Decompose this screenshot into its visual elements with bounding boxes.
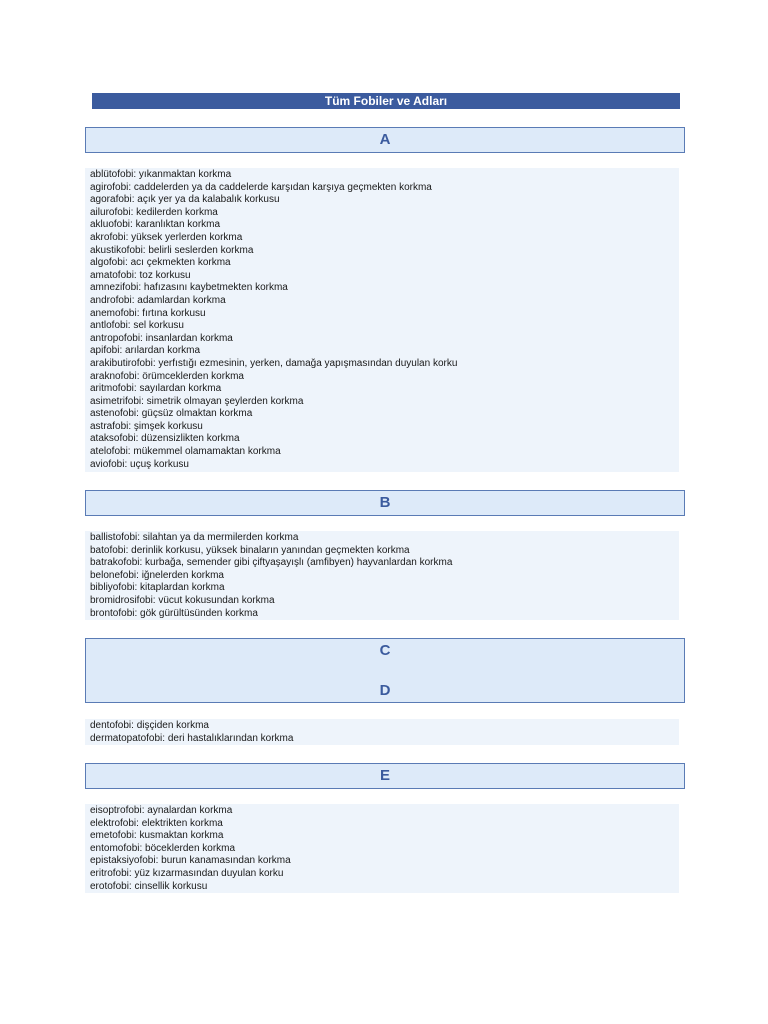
list-item: ailurofobi: kedilerden korkma xyxy=(90,206,218,218)
list-item: algofobi: acı çekmekten korkma xyxy=(90,257,231,269)
list-item: batofobi: derinlik korkusu, yüksek binaların yanından geçmekten korkma xyxy=(90,544,410,556)
section-letter-e: E xyxy=(379,767,390,784)
section-list-d xyxy=(85,719,679,745)
list-item: dentofobi: dişçiden korkma xyxy=(90,720,209,731)
list-item: aritmofobi: sayılardan korkma xyxy=(90,383,222,395)
list-item: antropofobi: insanlardan korkma xyxy=(90,332,233,344)
list-item: akustikofobi: belirli seslerden korkma xyxy=(90,244,254,256)
list-item: anemofobi: fırtına korkusu xyxy=(90,307,206,319)
list-item: eritrofobi: yüz kızarmasından duyulan korku xyxy=(90,867,284,879)
list-item: antlofobi: sel korkusu xyxy=(90,320,184,332)
list-item: ballistofobi: silahtan ya da mermilerden korkma xyxy=(90,532,299,543)
list-item: androfobi: adamlardan korkma xyxy=(90,294,226,306)
section-list-e xyxy=(85,804,679,893)
list-item: bromidrosifobi: vücut kokusundan korkma xyxy=(90,594,275,606)
list-item: erotofobi: cinsellik korkusu xyxy=(90,880,208,892)
list-item: akrofobi: yüksek yerlerden korkma xyxy=(90,231,243,243)
section-letter-a: A xyxy=(379,131,391,148)
section-list-a xyxy=(85,168,679,472)
list-item: aviofobi: uçuş korkusu xyxy=(90,458,189,470)
list-item: akluofobi: karanlıktan korkma xyxy=(90,219,221,231)
section-header-c-d xyxy=(85,638,685,703)
section-letter-b: B xyxy=(379,494,391,511)
list-item: eisoptrofobi: aynalardan korkma xyxy=(90,805,233,816)
list-item: arakibutirofobi: yerfıstığı ezmesinin, yerken, damağa yapışmasından duyulan korku xyxy=(90,357,458,369)
list-item: astrafobi: şimşek korkusu xyxy=(90,420,203,432)
list-item: batrakofobi: kurbağa, semender gibi çiftyaşayışlı (amfibyen) hayvanlardan korkma xyxy=(90,557,453,569)
list-item: ablütofobi: yıkanmaktan korkma xyxy=(90,169,232,180)
section-list-b xyxy=(85,531,679,620)
list-item: ataksofobi: düzensizlikten korkma xyxy=(90,433,240,445)
list-item: bibliyofobi: kitaplardan korkma xyxy=(90,582,225,594)
list-item: dermatopatofobi: deri hastalıklarından korkma xyxy=(90,732,294,744)
section-header-b xyxy=(85,490,685,516)
section-header-e xyxy=(85,763,685,789)
list-item: entomofobi: böceklerden korkma xyxy=(90,842,236,854)
list-item: emetofobi: kusmaktan korkma xyxy=(90,830,224,842)
list-item: amnezifobi: hafızasını kaybetmekten korkma xyxy=(90,282,288,294)
list-item: apifobi: arılardan korkma xyxy=(90,345,201,357)
list-item: agirofobi: caddelerden ya da caddelerde karşıdan karşıya geçmekten korkma xyxy=(90,181,432,193)
list-item: elektrofobi: elektrikten korkma xyxy=(90,817,223,829)
section-letter-d: D xyxy=(379,682,391,699)
list-item: brontofobi: gök gürültüsünden korkma xyxy=(90,607,258,619)
list-item: agorafobi: açık yer ya da kalabalık korkusu xyxy=(90,194,280,206)
list-item: araknofobi: örümceklerden korkma xyxy=(90,370,244,382)
list-item: astenofobi: güçsüz olmaktan korkma xyxy=(90,408,253,420)
section-letter-c: C xyxy=(379,642,391,659)
list-item: asimetrifobi: simetrik olmayan şeylerden korkma xyxy=(90,395,304,407)
page-title: Tüm Fobiler ve Adları xyxy=(92,93,680,109)
section-header-a xyxy=(85,127,685,153)
list-item: atelofobi: mükemmel olamamaktan korkma xyxy=(90,446,281,458)
list-item: epistaksiyofobi: burun kanamasından korkma xyxy=(90,855,291,867)
list-item: amatofobi: toz korkusu xyxy=(90,269,191,281)
list-item: belonefobi: iğnelerden korkma xyxy=(90,569,224,581)
